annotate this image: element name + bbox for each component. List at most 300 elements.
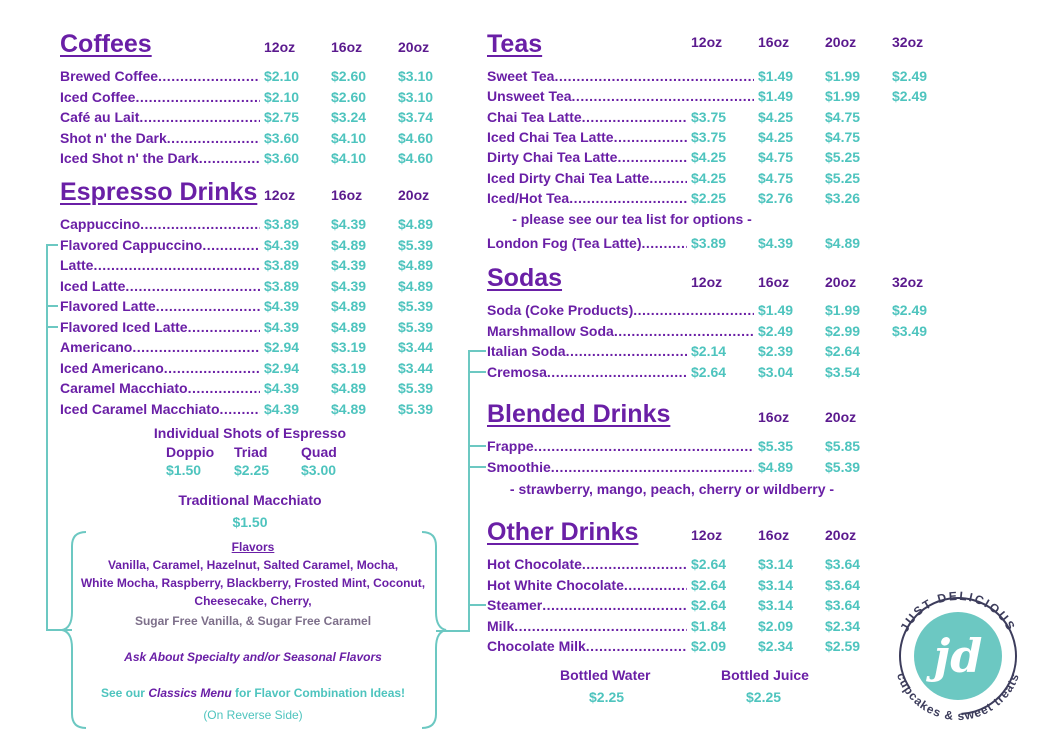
- menu-item-name: Shot n' the Dark: [60, 129, 167, 146]
- menu-item-price: $3.89: [691, 235, 727, 251]
- menu-item-name: Iced Coffee: [60, 88, 136, 105]
- menu-item-name: London Fog (Tea Latte): [487, 235, 642, 251]
- menu-row: [487, 436, 947, 456]
- menu-item-price: $4.75: [758, 169, 794, 186]
- flavors-line-2: White Mocha, Raspberry, Blackberry, Frosted Mint, Coconut,: [80, 576, 426, 590]
- menu-item-price: $1.49: [758, 68, 794, 84]
- dot-leader: [582, 107, 687, 127]
- menu-row: [60, 399, 450, 419]
- menu-item: [487, 436, 754, 456]
- menu-item-name: Chocolate Milk: [487, 638, 586, 654]
- dot-leader: [167, 128, 260, 148]
- coffees-size-20: 20oz: [398, 39, 430, 55]
- traditional-macchiato: Traditional Macchiato: [178, 492, 322, 508]
- menu-item-name: Americano: [60, 339, 133, 355]
- menu-item-price: $4.39: [331, 216, 367, 232]
- menu-item: [60, 128, 260, 148]
- menu-item: [60, 296, 260, 316]
- menu-row: [60, 378, 450, 398]
- coffees-size-12: 12oz: [264, 39, 296, 55]
- menu-item-name: Caramel Macchiato: [60, 380, 188, 396]
- menu-item-name: Steamer: [487, 597, 543, 613]
- menu-item-price: $3.89: [264, 257, 300, 273]
- dot-leader: [551, 457, 754, 477]
- menu-item-price: $2.49: [892, 88, 928, 105]
- menu-item-price: $4.60: [398, 129, 434, 146]
- menu-item-name: Marshmallow Soda: [487, 322, 614, 339]
- menu-item-price: $4.39: [264, 380, 300, 396]
- menu-item-name: Smoothie: [487, 458, 551, 475]
- dot-leader: [188, 378, 260, 398]
- menu-item: [487, 147, 687, 167]
- menu-item-price: $4.39: [331, 277, 367, 294]
- menu-item-price: $4.89: [398, 257, 434, 273]
- right-connector-line: [468, 350, 470, 632]
- teas-size-20: 20oz: [825, 34, 857, 50]
- shot-triad: Triad: [234, 444, 268, 460]
- dot-leader: [582, 554, 687, 574]
- shot-doppio-price: $1.50: [166, 462, 202, 478]
- connector-frappe: [468, 445, 486, 447]
- connector-italian-soda: [468, 350, 486, 352]
- menu-item-price: $1.99: [825, 68, 861, 84]
- dot-leader: [220, 399, 260, 419]
- menu-item-price: $2.09: [691, 638, 727, 654]
- shot-triad-price: $2.25: [234, 462, 270, 478]
- classics-menu-link[interactable]: Classics Menu: [148, 686, 232, 700]
- dot-leader: [164, 358, 260, 378]
- menu-item-price: $3.54: [825, 363, 861, 380]
- menu-item-price: $2.49: [758, 322, 794, 339]
- menu-item: [60, 378, 260, 398]
- menu-item-name: Iced Caramel Macchiato: [60, 400, 220, 417]
- menu-item-price: $4.89: [758, 458, 794, 475]
- menu-row: [60, 317, 450, 337]
- menu-item-price: $2.39: [758, 343, 794, 359]
- menu-item-price: $4.39: [264, 400, 300, 417]
- dot-leader: [624, 575, 687, 595]
- menu-item-price: $4.39: [264, 298, 300, 314]
- menu-item: [60, 399, 260, 419]
- menu-item-price: $2.64: [691, 363, 727, 380]
- sodas-size-20: 20oz: [825, 274, 857, 290]
- dot-leader: [156, 296, 260, 316]
- menu-item-name: Unsweet Tea: [487, 88, 572, 105]
- menu-row: [60, 214, 450, 234]
- connector-cremosa: [468, 371, 486, 373]
- menu-row: [60, 87, 450, 107]
- menu-item: [60, 337, 260, 357]
- dot-leader: [566, 341, 687, 361]
- menu-item-price: $5.35: [758, 438, 794, 454]
- menu-item-price: $2.14: [691, 343, 727, 359]
- menu-row: [60, 128, 450, 148]
- flavors-ask: Ask About Specialty and/or Seasonal Flavors: [124, 650, 382, 664]
- menu-item-price: $4.10: [331, 129, 367, 146]
- menu-item-name: Iced Dirty Chai Tea Latte: [487, 169, 650, 186]
- menu-row: [60, 255, 450, 275]
- menu-item-name: Sweet Tea: [487, 68, 555, 84]
- menu-item-price: $3.19: [331, 359, 367, 376]
- menu-item: [60, 235, 260, 255]
- menu-item-price: $3.44: [398, 339, 434, 355]
- dot-leader: [202, 235, 260, 255]
- menu-item-name: Dirty Chai Tea Latte: [487, 149, 618, 166]
- menu-item-price: $3.19: [331, 339, 367, 355]
- menu-item: [60, 148, 260, 168]
- menu-item-price: $3.60: [264, 129, 300, 146]
- sodas-title: Sodas: [487, 264, 563, 292]
- menu-row: [60, 66, 450, 86]
- menu-row: [60, 276, 450, 296]
- menu-item-price: $1.49: [758, 302, 794, 318]
- menu-row: [60, 296, 450, 316]
- dot-leader: [572, 86, 754, 106]
- menu-item-name: Iced Americano: [60, 359, 164, 376]
- teas-note: - please see our tea list for options -: [512, 211, 752, 227]
- menu-item-name: Flavored Latte: [60, 298, 156, 314]
- menu-row: [60, 148, 450, 168]
- dot-leader: [642, 233, 688, 253]
- menu-item-price: $4.89: [398, 277, 434, 294]
- menu-item-price: $4.89: [331, 400, 367, 417]
- flavors-reverse-side: (On Reverse Side): [203, 708, 303, 722]
- menu-row: [487, 233, 947, 253]
- menu-item-price: $2.60: [331, 68, 367, 84]
- menu-item: [487, 636, 687, 656]
- dot-leader: [132, 337, 260, 357]
- menu-item-price: $4.39: [264, 318, 300, 335]
- menu-row: [487, 66, 947, 86]
- menu-item-name: Soda (Coke Products): [487, 302, 634, 318]
- menu-item-price: $2.60: [331, 88, 367, 105]
- menu-item-price: $3.60: [264, 150, 300, 166]
- menu-item-name: Iced Chai Tea Latte: [487, 128, 614, 145]
- menu-item: [60, 107, 260, 127]
- dot-leader: [569, 188, 687, 208]
- menu-item-price: $2.99: [825, 322, 861, 339]
- menu-item-price: $2.49: [892, 302, 928, 318]
- menu-item-price: $3.75: [691, 108, 727, 125]
- menu-item-price: $4.25: [691, 149, 727, 166]
- espresso-size-12: 12oz: [264, 187, 296, 203]
- blended-size-16: 16oz: [758, 409, 790, 425]
- dot-leader: [614, 127, 687, 147]
- menu-row: [487, 86, 947, 106]
- just-delicious-logo: [884, 574, 1032, 734]
- menu-item-price: $2.59: [825, 638, 861, 654]
- menu-row: [487, 341, 947, 361]
- menu-item-price: $5.39: [825, 458, 861, 475]
- menu-item: [487, 168, 687, 188]
- menu-item: [487, 107, 687, 127]
- connector-flavored-cappuccino: [46, 244, 58, 246]
- menu-row: [487, 147, 947, 167]
- menu-item-price: $3.14: [758, 556, 794, 572]
- menu-row: [487, 595, 947, 615]
- menu-row: [487, 575, 947, 595]
- menu-item-price: $2.10: [264, 88, 300, 105]
- dot-leader: [158, 66, 260, 86]
- menu-item: [487, 554, 687, 574]
- menu-item-price: $2.64: [691, 576, 727, 593]
- espresso-size-20: 20oz: [398, 187, 430, 203]
- menu-row: [487, 300, 947, 320]
- traditional-macchiato-price: $1.50: [232, 514, 268, 530]
- menu-row: [60, 107, 450, 127]
- menu-item-name: Flavored Cappuccino: [60, 236, 203, 253]
- menu-item-price: $3.44: [398, 359, 434, 376]
- dot-leader: [514, 616, 687, 636]
- menu-item: [60, 276, 260, 296]
- menu-item-price: $4.75: [825, 128, 861, 145]
- menu-item-name: Hot White Chocolate: [487, 576, 624, 593]
- menu-item-price: $4.39: [331, 257, 367, 273]
- menu-item-price: $1.99: [825, 302, 861, 318]
- menu-item-price: $3.89: [264, 216, 300, 232]
- menu-item-price: $3.26: [825, 189, 861, 206]
- menu-item-name: Milk: [487, 617, 515, 634]
- menu-item-name: Hot Chocolate: [487, 556, 582, 572]
- menu-item-price: $1.99: [825, 88, 861, 105]
- blended-title: Blended Drinks: [487, 400, 671, 428]
- menu-row: [487, 107, 947, 127]
- menu-item-price: $4.89: [398, 216, 434, 232]
- dot-leader: [199, 148, 260, 168]
- menu-item-price: $4.89: [331, 318, 367, 335]
- blended-size-20: 20oz: [825, 409, 857, 425]
- menu-item-price: $3.10: [398, 68, 434, 84]
- flavors-title: Flavors: [231, 540, 275, 554]
- menu-item-name: Iced Shot n' the Dark: [60, 150, 199, 166]
- menu-item-price: $3.10: [398, 88, 434, 105]
- menu-item-price: $5.39: [398, 318, 434, 335]
- menu-row: [487, 636, 947, 656]
- menu-row: [487, 554, 947, 574]
- menu-item-price: $2.94: [264, 359, 300, 376]
- menu-item-price: $4.89: [825, 235, 861, 251]
- menu-item-price: $2.25: [691, 189, 727, 206]
- teas-size-12: 12oz: [691, 34, 723, 50]
- other-size-20: 20oz: [825, 527, 857, 543]
- connector-flavors-left: [46, 629, 72, 631]
- menu-row: [60, 337, 450, 357]
- menu-item-price: $4.25: [758, 108, 794, 125]
- shot-quad: Quad: [301, 444, 337, 460]
- bottled-water-label: Bottled Water: [560, 667, 651, 683]
- menu-item: [487, 595, 687, 615]
- menu-item: [60, 214, 260, 234]
- menu-item: [487, 321, 754, 341]
- coffees-size-16: 16oz: [331, 39, 363, 55]
- menu-item-name: Frappe: [487, 438, 534, 454]
- bottled-juice-price: $2.25: [746, 689, 782, 705]
- other-title: Other Drinks: [487, 518, 639, 546]
- connector-flavors-right: [436, 630, 470, 632]
- espresso-title: Espresso Drinks: [60, 178, 258, 206]
- sodas-size-32: 32oz: [892, 274, 924, 290]
- dot-leader: [125, 276, 260, 296]
- flavors-box: [72, 538, 434, 724]
- bottled-water-price: $2.25: [589, 689, 625, 705]
- menu-item: [487, 233, 687, 253]
- menu-item-name: Iced Latte: [60, 277, 126, 294]
- menu-row: [60, 235, 450, 255]
- bottled-juice-label: Bottled Juice: [721, 667, 809, 683]
- menu-item-price: $3.49: [892, 322, 928, 339]
- menu-item-price: $5.39: [398, 380, 434, 396]
- menu-item-price: $2.75: [264, 109, 300, 125]
- sodas-size-16: 16oz: [758, 274, 790, 290]
- menu-item-price: $1.84: [691, 617, 727, 634]
- connector-steamer: [468, 604, 486, 606]
- menu-item-price: $4.89: [331, 298, 367, 314]
- dot-leader: [534, 436, 754, 456]
- connector-flavored-iced-latte: [46, 326, 58, 328]
- menu-item: [487, 66, 754, 86]
- dot-leader: [586, 636, 687, 656]
- menu-item: [487, 127, 687, 147]
- menu-item: [60, 317, 260, 337]
- menu-row: [487, 168, 947, 188]
- menu-row: [487, 127, 947, 147]
- menu-item-price: $3.14: [758, 576, 794, 593]
- menu-item: [60, 66, 260, 86]
- coffees-title: Coffees: [60, 30, 152, 58]
- menu-item-name: Cremosa: [487, 363, 547, 380]
- sodas-size-12: 12oz: [691, 274, 723, 290]
- flavors-line-1: Vanilla, Caramel, Hazelnut, Salted Caramel, Mocha,: [107, 558, 399, 572]
- menu-item-price: $3.04: [758, 363, 794, 380]
- menu-item-price: $3.64: [825, 597, 861, 613]
- dot-leader: [140, 214, 260, 234]
- blended-note: - strawberry, mango, peach, cherry or wildberry -: [509, 481, 835, 497]
- menu-row: [487, 362, 947, 382]
- menu-item-price: $4.39: [264, 236, 300, 253]
- logo-top-text: JUST DELICIOUS: [897, 588, 1019, 635]
- menu-row: [487, 321, 947, 341]
- menu-item-price: $5.85: [825, 438, 861, 454]
- dot-leader: [617, 147, 687, 167]
- menu-item-price: $4.89: [331, 380, 367, 396]
- menu-item-price: $5.39: [398, 400, 434, 417]
- menu-item-name: Italian Soda: [487, 343, 566, 359]
- menu-item-price: $3.74: [398, 109, 434, 125]
- shot-quad-price: $3.00: [301, 462, 337, 478]
- menu-item: [487, 575, 687, 595]
- menu-row: [487, 457, 947, 477]
- connector-smoothie: [468, 466, 486, 468]
- menu-item-name: Iced/Hot Tea: [487, 189, 570, 206]
- menu-item-name: Brewed Coffee: [60, 68, 159, 84]
- teas-title: Teas: [487, 30, 543, 58]
- flavors-see-classics: [72, 684, 434, 702]
- shots-title: Individual Shots of Espresso: [153, 425, 347, 441]
- menu-item-price: $4.89: [331, 236, 367, 253]
- menu-item-price: $4.25: [758, 128, 794, 145]
- left-connector-line: [46, 244, 48, 630]
- menu-item-price: $2.49: [892, 68, 928, 84]
- menu-item: [487, 616, 687, 636]
- menu-item-price: $3.64: [825, 556, 861, 572]
- menu-item-price: $1.49: [758, 88, 794, 105]
- menu-item: [60, 87, 260, 107]
- dot-leader: [649, 168, 687, 188]
- menu-item-price: $2.34: [825, 617, 861, 634]
- menu-item-price: $4.25: [691, 169, 727, 186]
- see-prefix: See our: [100, 686, 149, 700]
- dot-leader: [633, 300, 754, 320]
- menu-item-price: $3.89: [264, 277, 300, 294]
- menu-item: [487, 362, 687, 382]
- dot-leader: [554, 66, 754, 86]
- menu-item-price: $2.64: [691, 597, 727, 613]
- dot-leader: [188, 317, 260, 337]
- menu-item-price: $3.64: [825, 576, 861, 593]
- menu-item-price: $4.10: [331, 150, 367, 166]
- menu-row: [487, 188, 947, 208]
- menu-item-price: $2.34: [758, 638, 794, 654]
- dot-leader: [139, 107, 260, 127]
- flavors-sugar-free: Sugar Free Vanilla, & Sugar Free Caramel: [134, 614, 372, 628]
- menu-item-price: $3.24: [331, 109, 367, 125]
- menu-item-price: $5.39: [398, 236, 434, 253]
- other-size-12: 12oz: [691, 527, 723, 543]
- dot-leader: [547, 362, 687, 382]
- menu-item: [487, 188, 687, 208]
- menu-item-price: $5.25: [825, 149, 861, 166]
- menu-item-price: $2.64: [691, 556, 727, 572]
- menu-item: [487, 457, 754, 477]
- menu-item: [60, 358, 260, 378]
- menu-item-price: $2.94: [264, 339, 300, 355]
- menu-row: [60, 358, 450, 378]
- connector-flavored-latte: [46, 305, 58, 307]
- other-size-16: 16oz: [758, 527, 790, 543]
- menu-item-price: $5.25: [825, 169, 861, 186]
- menu-item-name: Chai Tea Latte: [487, 108, 582, 125]
- dot-leader: [135, 87, 260, 107]
- shot-doppio: Doppio: [166, 444, 215, 460]
- menu-item-price: $2.76: [758, 189, 794, 206]
- teas-size-32: 32oz: [892, 34, 924, 50]
- menu-item-price: $2.10: [264, 68, 300, 84]
- teas-size-16: 16oz: [758, 34, 790, 50]
- menu-item: [487, 300, 754, 320]
- menu-item-price: $3.75: [691, 128, 727, 145]
- menu-item-name: Café au Lait: [60, 109, 140, 125]
- menu-row: [487, 616, 947, 636]
- menu-item: [487, 341, 687, 361]
- menu-item-price: $2.64: [825, 343, 861, 359]
- menu-item-price: $4.75: [758, 149, 794, 166]
- menu-item-price: $4.60: [398, 150, 434, 166]
- dot-leader: [614, 321, 754, 341]
- menu-item-price: $5.39: [398, 298, 434, 314]
- espresso-size-16: 16oz: [331, 187, 363, 203]
- logo-bottom-text: cupcakes & sweet treats: [893, 670, 1023, 724]
- menu-item-name: Cappuccino: [60, 216, 141, 232]
- menu-item-price: $2.09: [758, 617, 794, 634]
- menu-item: [60, 255, 260, 275]
- dot-leader: [542, 595, 687, 615]
- menu-item-price: $4.39: [758, 235, 794, 251]
- logo-monogram: jd: [933, 629, 983, 683]
- menu-item-name: Flavored Iced Latte: [60, 318, 188, 335]
- menu-item-price: $3.14: [758, 597, 794, 613]
- menu-item: [487, 86, 754, 106]
- menu-item-price: $4.75: [825, 108, 861, 125]
